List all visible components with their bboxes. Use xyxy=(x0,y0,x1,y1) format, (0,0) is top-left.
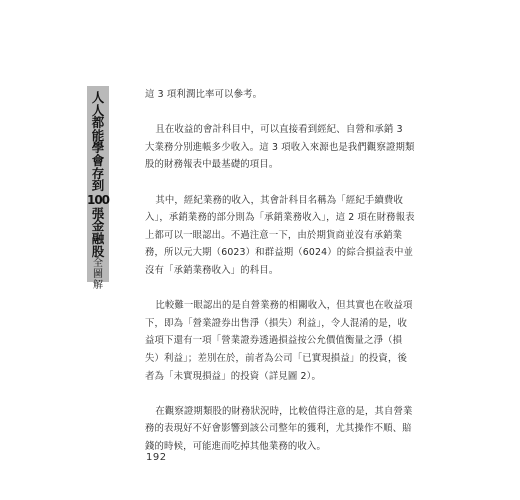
paragraph: 這 3 項利潤比率可以參考。 xyxy=(145,89,263,100)
book-title-char: 金 xyxy=(91,218,105,234)
book-title-side-tab xyxy=(86,86,110,292)
book-title-small-char: 解 xyxy=(93,280,103,292)
book-title-char: 張 xyxy=(91,205,105,221)
book-title-small-char: 圖 xyxy=(93,269,103,281)
book-title-char: 股 xyxy=(91,243,105,259)
book-title-char: 能 xyxy=(91,127,105,143)
book-title-char: 會 xyxy=(91,152,105,168)
book-title-char: 學 xyxy=(91,140,105,156)
book-title-small-char: 全 xyxy=(93,258,103,270)
page-number: 192 xyxy=(146,452,167,463)
book-title-char: 人 xyxy=(91,102,105,118)
book-title-vertical xyxy=(87,92,109,291)
paragraph: 比較難一眼認出的是自營業務的相關收入，但其實也在收益項下，即為「營業證券出售淨（損失）利益」，令人混淆的是，收益項下還有一項「營業證券透過損益按公允價值衡量之淨（損失）利益」；差別在於，前者為公司「已實現損益」的投資，後者為「未實現損益」的投資（詳見圖 2）。 xyxy=(145,300,413,382)
paragraph: 在觀察證期類股的財務狀況時，比較值得注意的是，其自營業務的表現好不好會影響到該公司整年的獲利，尤其操作不順、賠錢的時候，可能進而吃掉其他業務的收入。 xyxy=(145,405,413,452)
paragraph: 其中，經紀業務的收入，其會計科目名稱為「經紀手續費收入」，承銷業務的部分則為「承銷業務收入」，這 2 項在財務報表上都可以一眼認出。不過注意一下，由於期貨商並沒有承銷業務，所以元大期（6023）和群益期（6024）的綜合損益表中並沒有「承銷業務收入」的科目。 xyxy=(145,194,415,276)
book-title-char: 都 xyxy=(91,115,105,131)
book-title-char: 人 xyxy=(91,90,105,105)
body-text xyxy=(145,86,415,455)
book-title-number: 100 xyxy=(86,192,110,207)
paragraph: 且在收益的會計科目中，可以直接看到經紀、自營和承銷 3 大業務分別進帳多少收入。這 3 項收入來源也是我們觀察證期類股的財務報表中最基礎的項目。 xyxy=(145,124,415,171)
book-title-char: 到 xyxy=(91,178,105,194)
book-title-char: 融 xyxy=(91,230,105,246)
book-title-char: 存 xyxy=(91,165,105,181)
